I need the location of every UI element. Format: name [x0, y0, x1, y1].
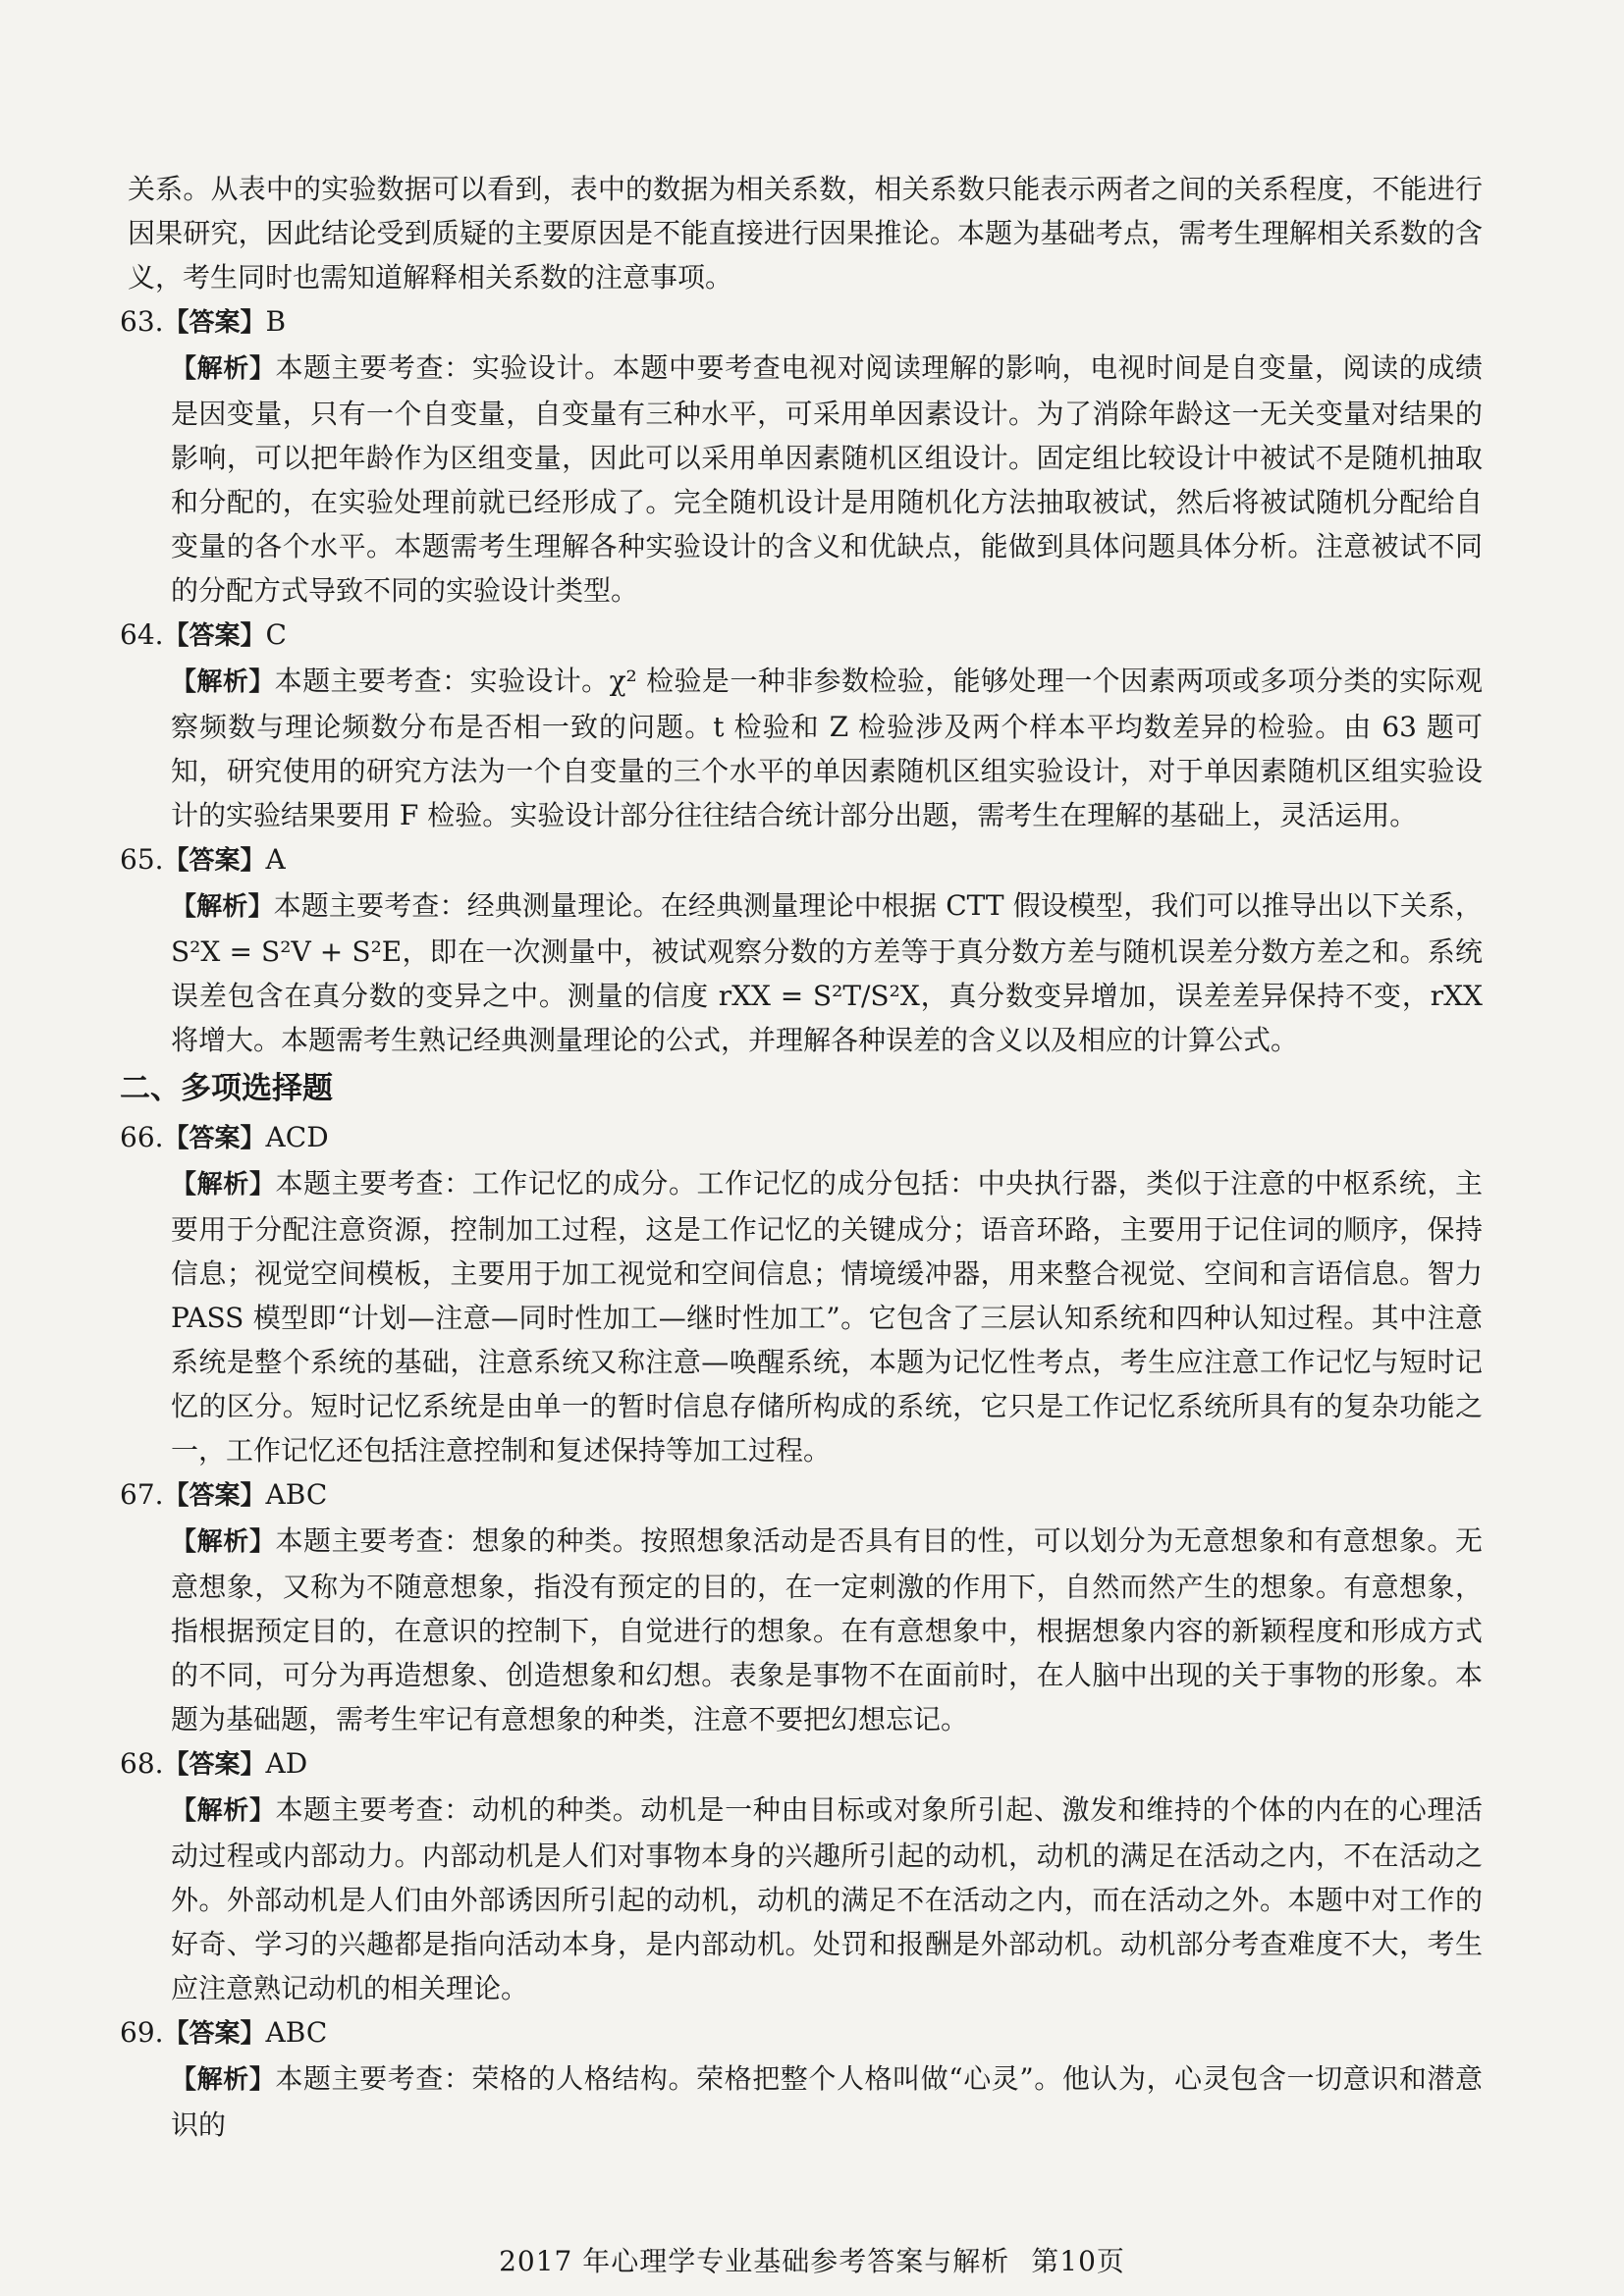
analysis-paragraph — [171, 346, 1483, 613]
answer-value: ABC — [265, 1478, 328, 1511]
question-number: 63. — [120, 305, 164, 338]
question-63 — [120, 299, 1483, 613]
answer-line — [120, 1472, 1483, 1519]
page-number: 第10页 — [1031, 2245, 1125, 2277]
intro-paragraph: 关系。从表中的实验数据可以看到，表中的数据为相关系数，相关系数只能表示两者之间的关系程度，不能进行因果研究，因此结论受到质疑的主要原因是不能直接进行因果推论。本题为基础考点，需考生理解相关系数的含义，考生同时也需知道解释相关系数的注意事项。 — [128, 173, 1483, 294]
answer-line — [120, 1741, 1483, 1788]
question-number: 66. — [120, 1121, 164, 1153]
answer-line — [120, 299, 1483, 346]
question-67 — [120, 1472, 1483, 1741]
analysis-label: 【解析】 — [171, 1527, 276, 1557]
answer-label: 【答案】 — [163, 1750, 266, 1780]
question-number: 65. — [120, 843, 164, 876]
answer-label: 【答案】 — [163, 2019, 266, 2049]
question-number: 67. — [120, 1478, 164, 1511]
answer-value: B — [265, 305, 287, 338]
answer-value: A — [265, 843, 286, 876]
answer-label: 【答案】 — [163, 308, 266, 338]
answer-value: ABC — [265, 2016, 328, 2049]
answer-label: 【答案】 — [163, 1481, 266, 1511]
page-content — [120, 167, 1483, 2147]
analysis-paragraph — [171, 2056, 1483, 2147]
answer-value: C — [265, 618, 287, 651]
analysis-text: 本题主要考查：实验设计。本题中要考查电视对阅读理解的影响，电视时间是自变量，阅读的成绩是因变量，只有一个自变量，自变量有三种水平，可采用单因素设计。为了消除年龄这一无关变量对结果的影响，可以把年龄作为区组变量，因此可以采用单因素随机区组设计。固定组比较设计中被试不是随机抽取和分配的，在实验处理前就已经形成了。完全随机设计是用随机化方法抽取被试，然后将被试随机分配给自变量的各个水平。本题需考生理解各种实验设计的含义和优缺点，能做到具体问题具体分析。注意被试不同的分配方式导致不同的实验设计类型。 — [171, 351, 1483, 607]
answer-line — [120, 2010, 1483, 2056]
analysis-text: 本题主要考查：动机的种类。动机是一种由目标或对象所引起、激发和维持的个体的内在的心理活动过程或内部动力。内部动机是人们对事物本身的兴趣所引起的动机，动机的满足在活动之内，不在活动之外。外部动机是人们由外部诱因所引起的动机，动机的满足不在活动之内，而在活动之外。本题中对工作的好奇、学习的兴趣都是指向活动本身，是内部动机。处罚和报酬是外部动机。动机部分考查难度不大，考生应注意熟记动机的相关理论。 — [171, 1793, 1483, 2004]
question-68 — [120, 1741, 1483, 2010]
analysis-label: 【解析】 — [171, 1170, 276, 1200]
analysis-text: 本题主要考查：荣格的人格结构。荣格把整个人格叫做“心灵”。他认为，心灵包含一切意识和潜意识的 — [171, 2062, 1483, 2141]
analysis-label: 【解析】 — [171, 667, 275, 697]
answer-value: ACD — [265, 1121, 329, 1153]
answer-line — [120, 613, 1483, 659]
answer-label: 【答案】 — [163, 621, 266, 651]
answer-line — [120, 1115, 1483, 1161]
analysis-text: 本题主要考查：经典测量理论。在经典测量理论中根据 CTT 假设模型，我们可以推导出以下关系，S²X = S²V + S²E，即在一次测量中，被试观察分数的方差等于真分数方差与随机误差分数方差之和。系统误差包含在真分数的变异之中。测量的信度 rXX = S²T/S²X，真分数变异增加，误差差异保持不变，rXX 将增大。本题需考生熟记经典测量理论的公式，并理解各种误差的含义以及相应的计算公式。 — [171, 889, 1483, 1056]
analysis-text: 本题主要考查：工作记忆的成分。工作记忆的成分包括：中央执行器，类似于注意的中枢系统，主要用于分配注意资源，控制加工过程，这是工作记忆的关键成分；语音环路，主要用于记住词的顺序，保持信息；视觉空间模板，主要用于加工视觉和空间信息；情境缓冲器，用来整合视觉、空间和言语信息。智力 PASS 模型即“计划—注意—同时性加工—继时性加工”。它包含了三层认知系统和四种认知过程。其中注意系统是整个系统的基础，注意系统又称注意—唤醒系统，本题为记忆性考点，考生应注意工作记忆与短时记忆的区分。短时记忆系统是由单一的暂时信息存储所构成的系统，它只是工作记忆系统所具有的复杂功能之一，工作记忆还包括注意控制和复述保持等加工过程。 — [171, 1167, 1483, 1467]
analysis-paragraph — [171, 1519, 1483, 1741]
answer-line — [120, 837, 1483, 883]
question-66 — [120, 1115, 1483, 1472]
question-number: 68. — [120, 1747, 164, 1780]
analysis-text: 本题主要考查：实验设计。χ² 检验是一种非参数检验，能够处理一个因素两项或多项分类的实际观察频数与理论频数分布是否相一致的问题。t 检验和 Z 检验涉及两个样本平均数差异的检验。由 63 题可知，研究使用的研究方法为一个自变量的三个水平的单因素随机区组实验设计，对于单因素随机区组实验设计的实验结果要用 F 检验。实验设计部分往往结合统计部分出题，需考生在理解的基础上，灵活运用。 — [171, 665, 1483, 831]
analysis-text: 本题主要考查：想象的种类。按照想象活动是否具有目的性，可以划分为无意想象和有意想象。无意想象，又称为不随意想象，指没有预定的目的，在一定刺激的作用下，自然而然产生的想象。有意想象，指根据预定目的，在意识的控制下，自觉进行的想象。在有意想象中，根据想象内容的新颖程度和形成方式的不同，可分为再造想象、创造想象和幻想。表象是事物不在面前时，在人脑中出现的关于事物的形象。本题为基础题，需考生牢记有意想象的种类，注意不要把幻想忘记。 — [171, 1524, 1483, 1735]
question-number: 69. — [120, 2016, 164, 2049]
analysis-paragraph — [171, 1788, 1483, 2010]
question-number: 64. — [120, 618, 164, 651]
section-heading: 二、多项选择题 — [120, 1071, 333, 1106]
analysis-label: 【解析】 — [171, 1796, 276, 1826]
footer-title: 2017 年心理学专业基础参考答案与解析 — [499, 2245, 1010, 2277]
page-footer — [0, 2240, 1624, 2279]
analysis-paragraph — [171, 659, 1483, 837]
analysis-label: 【解析】 — [171, 892, 274, 922]
question-64 — [120, 613, 1483, 837]
answer-label: 【答案】 — [163, 846, 266, 876]
analysis-label: 【解析】 — [171, 2065, 276, 2095]
analysis-paragraph — [171, 1161, 1483, 1472]
question-69 — [120, 2010, 1483, 2147]
analysis-label: 【解析】 — [171, 354, 276, 384]
question-65 — [120, 837, 1483, 1062]
analysis-paragraph — [171, 883, 1483, 1062]
answer-label: 【答案】 — [163, 1124, 266, 1153]
answer-value: AD — [265, 1747, 308, 1780]
